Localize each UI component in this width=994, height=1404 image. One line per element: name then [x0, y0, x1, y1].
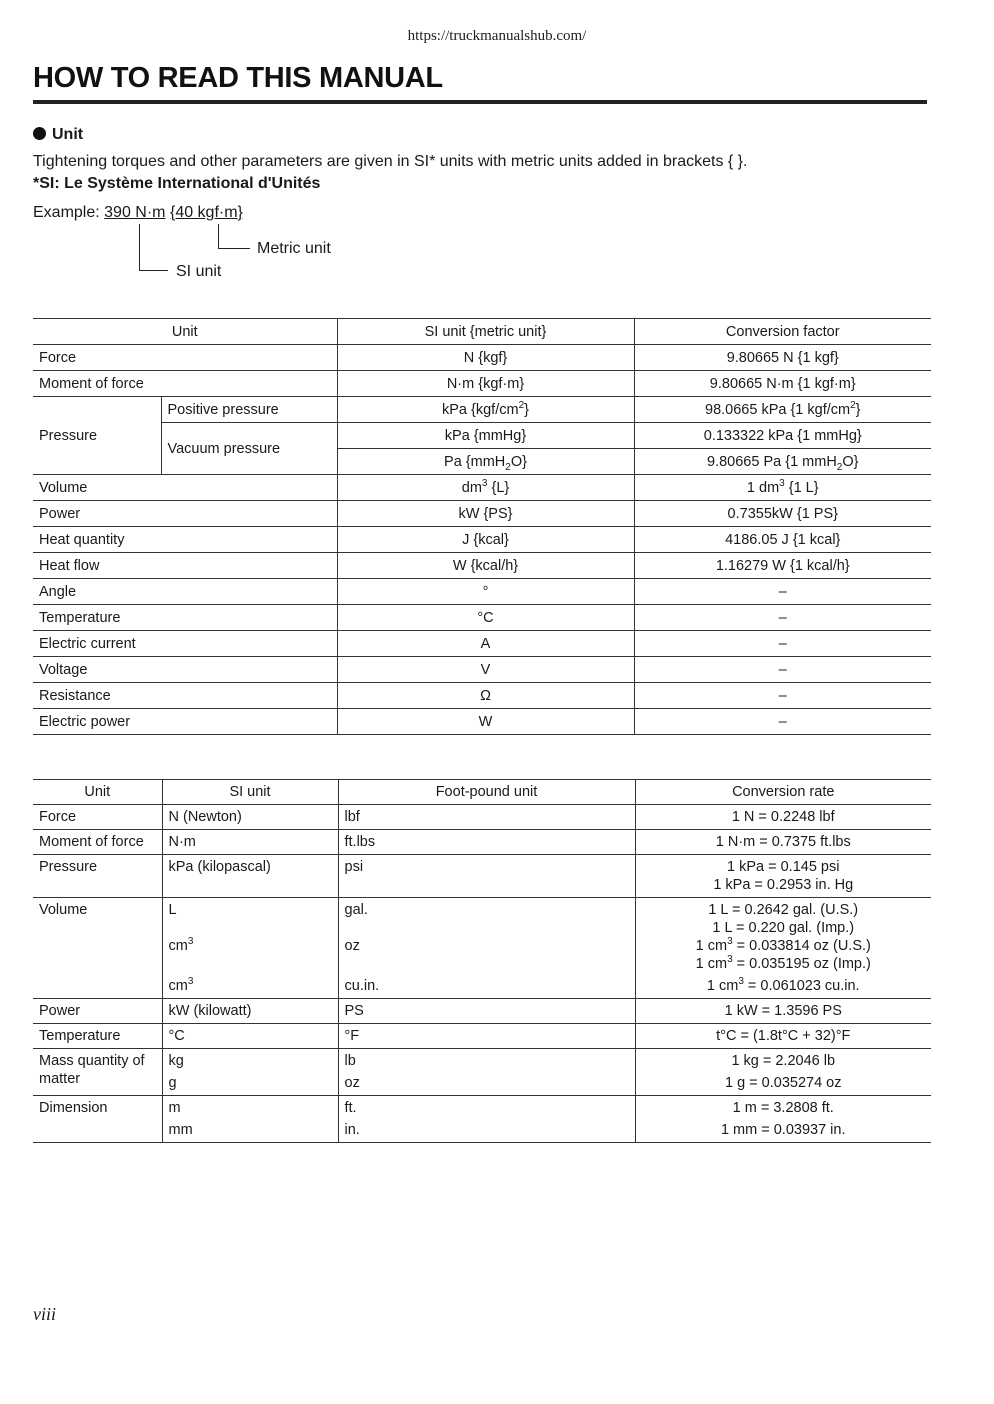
- table-row: [33, 397, 931, 423]
- table-row: [33, 657, 931, 683]
- unit-cell: Electric current: [33, 631, 337, 657]
- table-row: [33, 709, 931, 735]
- foot-pound-cell: gal. oz cu.in.: [338, 898, 635, 999]
- foot-pound-cell: ft. in.: [338, 1096, 635, 1143]
- column-header: Unit: [33, 319, 337, 345]
- si-unit-cell: L $cm^3$ $cm^3$: [162, 898, 338, 999]
- page-number: viii: [33, 1304, 56, 1324]
- metric-leader-horizontal: [218, 248, 250, 249]
- table-row: [33, 855, 931, 898]
- rate-cell: 1 kg = 2.2046 lb 1 g = 0.035274 oz: [635, 1049, 931, 1096]
- unit-cell: Pressure: [33, 397, 161, 475]
- factor-cell: –: [634, 683, 931, 709]
- table-header-row: [33, 319, 931, 345]
- unit-cell: Volume: [33, 475, 337, 501]
- unit-cell: Moment of force: [33, 830, 162, 855]
- factor-cell: 4186.05 J {1 kcal}: [634, 527, 931, 553]
- factor-cell: 1 $dm^3$ {1 L}: [634, 475, 931, 501]
- factor-cell: –: [634, 709, 931, 735]
- table-row: [33, 683, 931, 709]
- si-unit-cell: Pa {mmH$_2$O}: [337, 449, 634, 475]
- example-line: [33, 202, 243, 224]
- unit-cell: Pressure: [33, 855, 162, 898]
- page-title: HOW TO READ THIS MANUAL: [33, 62, 443, 94]
- foot-pound-cell: psi: [338, 855, 635, 898]
- si-unit-cell: N {kgf}: [337, 345, 634, 371]
- metric-leader-vertical: [218, 224, 219, 248]
- si-unit-cell: N (Newton): [162, 805, 338, 830]
- unit-cell: Power: [33, 501, 337, 527]
- si-unit-cell: kPa {mmHg}: [337, 423, 634, 449]
- section-heading: [33, 126, 83, 144]
- rate-cell: 1 kPa = 0.145 psi 1 kPa = 0.2953 in. Hg: [635, 855, 931, 898]
- intro-text: Tightening torques and other parameters are given in SI* units with metric units added in brackets { }.: [33, 153, 748, 170]
- table-row: [33, 579, 931, 605]
- bullet-icon: [33, 127, 46, 140]
- unit-cell: Volume: [33, 898, 162, 999]
- table-row: [33, 527, 931, 553]
- unit-cell: Voltage: [33, 657, 337, 683]
- factor-cell: –: [634, 605, 931, 631]
- foot-pound-cell: ft.lbs: [338, 830, 635, 855]
- si-unit-cell: N·m: [162, 830, 338, 855]
- factor-cell: –: [634, 657, 931, 683]
- rate-cell: 1 m = 3.2808 ft. 1 mm = 0.03937 in.: [635, 1096, 931, 1143]
- factor-cell: 98.0665 kPa {1 kgf/$cm^2$}: [634, 397, 931, 423]
- section-heading-text: Unit: [52, 126, 84, 143]
- table-header-row: [33, 780, 931, 805]
- si-unit-cell: W: [337, 709, 634, 735]
- si-unit-cell: kW (kilowatt): [162, 999, 338, 1024]
- subunit-cell: Vacuum pressure: [161, 423, 337, 475]
- si-unit-cell: kPa (kilopascal): [162, 855, 338, 898]
- unit-cell: Temperature: [33, 1024, 162, 1049]
- si-unit-cell: W {kcal/h}: [337, 553, 634, 579]
- foot-pound-cell: °F: [338, 1024, 635, 1049]
- si-metric-conversion-table: [33, 318, 931, 735]
- unit-cell: Power: [33, 999, 162, 1024]
- factor-cell: 9.80665 N {1 kgf}: [634, 345, 931, 371]
- rate-cell: 1 L = 0.2642 gal. (U.S.) 1 L = 0.220 gal. (Imp.) 1 $cm^3 = 0.033814$ oz (U.S.) 1 $cm^3 = 0.035195$ oz (Imp.) 1 $cm^3 = 0.061023$ cu.in.: [635, 898, 931, 999]
- unit-cell: Temperature: [33, 605, 337, 631]
- unit-cell: Resistance: [33, 683, 337, 709]
- table-row: [33, 423, 931, 449]
- rate-cell: 1 kW = 1.3596 PS: [635, 999, 931, 1024]
- si-unit-cell: kg g: [162, 1049, 338, 1096]
- si-unit-cell: °: [337, 579, 634, 605]
- si-unit-label: SI unit: [176, 263, 222, 280]
- table-row: [33, 553, 931, 579]
- table-row: [33, 345, 931, 371]
- si-definition: *SI: Le Système International d'Unités: [33, 175, 321, 192]
- column-header: Unit: [33, 780, 162, 805]
- foot-pound-conversion-table: [33, 779, 931, 1143]
- unit-cell: Mass quantity of matter: [33, 1049, 162, 1096]
- table-row: [33, 1024, 931, 1049]
- column-header: SI unit {metric unit}: [337, 319, 634, 345]
- unit-cell: Force: [33, 345, 337, 371]
- table-row: [33, 605, 931, 631]
- unit-cell: Heat flow: [33, 553, 337, 579]
- si-unit-cell: m mm: [162, 1096, 338, 1143]
- factor-cell: 9.80665 N·m {1 kgf·m}: [634, 371, 931, 397]
- factor-cell: 9.80665 Pa {1 mmH$_2$O}: [634, 449, 931, 475]
- si-unit-cell: $dm^3$ {L}: [337, 475, 634, 501]
- foot-pound-cell: PS: [338, 999, 635, 1024]
- foot-pound-cell: lb oz: [338, 1049, 635, 1096]
- table-row: [33, 631, 931, 657]
- column-header: Conversion factor: [634, 319, 931, 345]
- metric-unit-label: Metric unit: [257, 240, 331, 257]
- si-unit-cell: °C: [337, 605, 634, 631]
- table-row: [33, 898, 931, 999]
- unit-cell: Force: [33, 805, 162, 830]
- table-row: [33, 1096, 931, 1143]
- example-metric-value: {40 kgf·m}: [169, 204, 243, 221]
- factor-cell: –: [634, 631, 931, 657]
- column-header: SI unit: [162, 780, 338, 805]
- rate-cell: 1 N·m = 0.7375 ft.lbs: [635, 830, 931, 855]
- source-url[interactable]: https://truckmanualshub.com/: [407, 28, 587, 44]
- si-unit-cell: °C: [162, 1024, 338, 1049]
- rate-cell: 1 N = 0.2248 lbf: [635, 805, 931, 830]
- unit-cell: Moment of force: [33, 371, 337, 397]
- title-rule: [33, 100, 927, 104]
- factor-cell: –: [634, 579, 931, 605]
- si-leader-vertical: [139, 224, 140, 270]
- si-unit-cell: Ω: [337, 683, 634, 709]
- si-unit-cell: A: [337, 631, 634, 657]
- foot-pound-cell: lbf: [338, 805, 635, 830]
- si-leader-horizontal: [139, 270, 168, 271]
- factor-cell: 0.133322 kPa {1 mmHg}: [634, 423, 931, 449]
- table-row: [33, 475, 931, 501]
- unit-cell: Angle: [33, 579, 337, 605]
- column-header: Foot-pound unit: [338, 780, 635, 805]
- table-row: [33, 1049, 931, 1096]
- table-row: [33, 805, 931, 830]
- factor-cell: 0.7355kW {1 PS}: [634, 501, 931, 527]
- unit-cell: Electric power: [33, 709, 337, 735]
- table-row: [33, 501, 931, 527]
- si-unit-cell: kPa $\{kgf/cm^2\}$: [337, 397, 634, 423]
- subunit-cell: Positive pressure: [161, 397, 337, 423]
- unit-cell: Dimension: [33, 1096, 162, 1143]
- si-unit-cell: N·m {kgf·m}: [337, 371, 634, 397]
- example-si-value: 390 N·m: [104, 204, 166, 221]
- table-row: [33, 371, 931, 397]
- table-row: [33, 830, 931, 855]
- column-header: Conversion rate: [635, 780, 931, 805]
- factor-cell: 1.16279 W {1 kcal/h}: [634, 553, 931, 579]
- unit-cell: Heat quantity: [33, 527, 337, 553]
- si-unit-cell: J {kcal}: [337, 527, 634, 553]
- si-unit-cell: kW {PS}: [337, 501, 634, 527]
- table-row: [33, 999, 931, 1024]
- rate-cell: t°C = (1.8t°C + 32)°F: [635, 1024, 931, 1049]
- example-prefix: Example:: [33, 204, 100, 221]
- si-unit-cell: V: [337, 657, 634, 683]
